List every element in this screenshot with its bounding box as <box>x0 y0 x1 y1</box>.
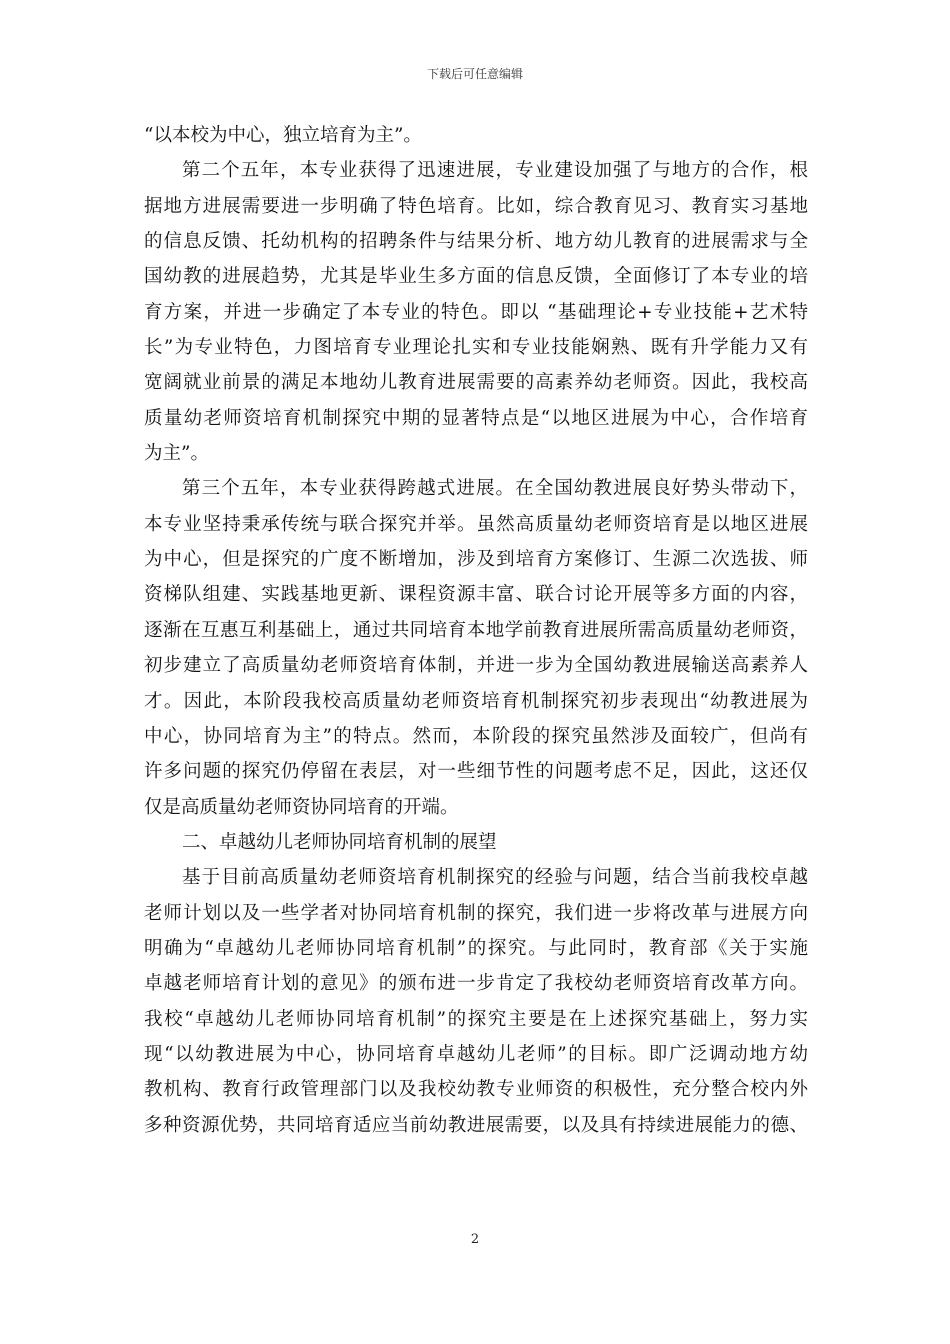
text-line: 为中心，但是探究的广度不断增加，涉及到培育方案修订、生源二次选拔、师 <box>144 549 808 571</box>
text-line: 仅是高质量幼老师资协同培育的开端。 <box>144 796 459 818</box>
document-body <box>144 118 808 1143</box>
text-line: 初步建立了高质量幼老师资培育体制，并进一步为全国幼教进展输送高素养人 <box>144 655 808 677</box>
text-line: 逐渐在互惠互利基础上，通过共同培育本地学前教育进展所需高质量幼老师资， <box>144 619 808 641</box>
text-line: 基于目前高质量幼老师资培育机制探究的经验与问题，结合当前我校卓越 <box>182 867 808 889</box>
text-line: 多种资源优势，共同培育适应当前幼教进展需要，以及具有持续进展能力的德、 <box>144 1114 808 1136</box>
text-line: 现“以幼教进展为中心，协同培育卓越幼儿老师”的目标。即广泛调动地方幼 <box>144 1043 808 1065</box>
text-line: 老师计划以及一些学者对协同培育机制的探究，我们进一步将改革与进展方向 <box>144 902 808 924</box>
text-line: 卓越老师培育计划的意见》的颁布进一步肯定了我校幼老师资培育改革方向。 <box>144 973 808 995</box>
text-line: 的信息反馈、托幼机构的招聘条件与结果分析、地方幼儿教育的进展需求与全 <box>144 231 808 253</box>
page-header: 下载后可任意编辑 <box>426 67 523 81</box>
text-line: 第三个五年，本专业获得跨越式进展。在全国幼教进展良好势头带动下， <box>182 478 808 500</box>
text-line: 才。因此，本阶段我校高质量幼老师资培育机制探究初步表现出“幼教进展为 <box>144 690 808 712</box>
text-line: 长”为专业特色，力图培育专业理论扎实和专业技能娴熟、既有升学能力又有 <box>144 337 808 359</box>
text-line: 据地方进展需要进一步明确了特色培育。比如，综合教育见习、教育实习基地 <box>144 195 808 217</box>
text-line: 国幼教的进展趋势，尤其是毕业生多方面的信息反馈，全面修订了本专业的培 <box>144 266 808 288</box>
text-line: 为主”。 <box>144 443 209 465</box>
text-line: 第二个五年，本专业获得了迅速进展，专业建设加强了与地方的合作，根 <box>182 160 808 182</box>
text-line: 宽阔就业前景的满足本地幼儿教育进展需要的高素养幼老师资。因此，我校高 <box>144 372 808 394</box>
text-line: 我校“卓越幼儿老师协同培育机制”的探究主要是在上述探究基础上，努力实 <box>144 1008 808 1030</box>
text-line: “以本校为中心，独立培育为主”。 <box>144 125 422 146</box>
text-line: 资梯队组建、实践基地更新、课程资源丰富、联合讨论开展等多方面的内容， <box>144 584 808 606</box>
text-line: 本专业坚持秉承传统与联合探究并举。虽然高质量幼老师资培育是以地区进展 <box>144 513 808 535</box>
text-line: 明确为“卓越幼儿老师协同培育机制”的探究。与此同时，教育部《关于实施 <box>144 937 808 959</box>
text-line: 教机构、教育行政管理部门以及我校幼教专业师资的积极性，充分整合校内外 <box>144 1079 808 1101</box>
text-line: 育方案，并进一步确定了本专业的特色。即以 “基础理论+专业技能+艺术特 <box>144 301 808 323</box>
text-line: 中心，协同培育为主”的特点。然而，本阶段的探究虽然涉及面较广，但尚有 <box>144 725 808 747</box>
page-number: 2 <box>470 1232 480 1247</box>
text-line: 许多问题的探究仍停留在表层，对一些细节性的问题考虑不足，因此，这还仅 <box>144 761 808 783</box>
text-line: 二、卓越幼儿老师协同培育机制的展望 <box>182 831 497 853</box>
text-line: 质量幼老师资培育机制探究中期的显著特点是“以地区进展为中心，合作培育 <box>144 407 808 429</box>
